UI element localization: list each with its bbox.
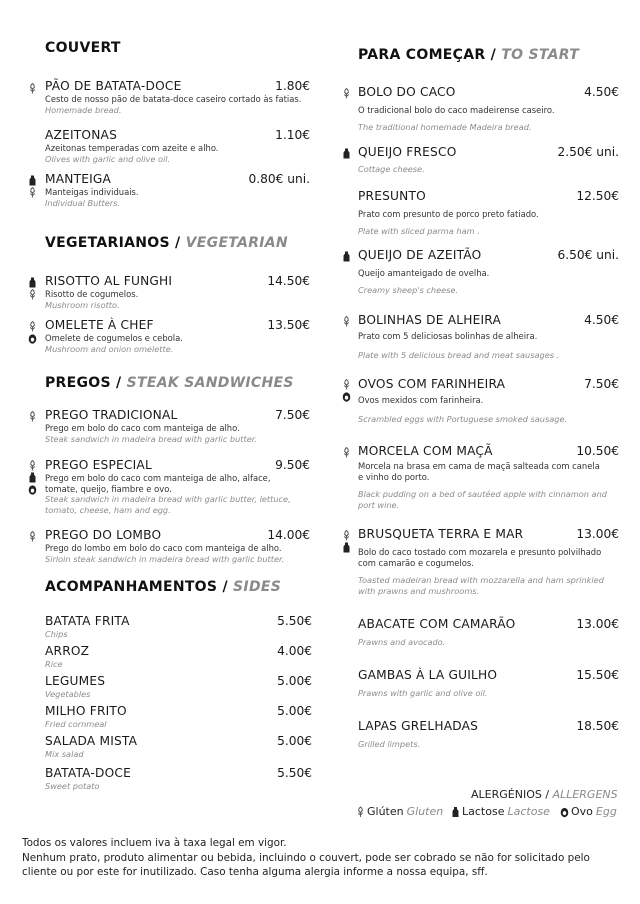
menu-item — [45, 79, 310, 115]
item-description-en: Steak sandwich in madeira bread with garlic butter. — [45, 433, 257, 444]
item-price: 9.50€ — [275, 458, 310, 472]
item-description-en: Grilled limpets. — [358, 739, 421, 749]
item-description-en: Vegetables — [45, 689, 91, 699]
lactose-icon — [342, 542, 351, 553]
allergen-icons — [342, 530, 352, 554]
item-name: BATATA-DOCE — [45, 766, 131, 780]
gluten-icon — [342, 379, 351, 390]
allergen-icons — [28, 175, 38, 199]
item-description-en: Black pudding on a bed of sautéed apple with cinnamon and — [358, 489, 607, 499]
item-description: tomate, queijo, fiambre e ovo. — [45, 483, 172, 494]
item-description: Queijo amanteigado de ovelha. — [358, 268, 490, 278]
item-name: BOLINHAS DE ALHEIRA — [358, 313, 502, 327]
item-price: 2.50€ uni. — [557, 145, 619, 159]
item-description-en: Prawns with garlic and olive oil. — [358, 688, 488, 698]
lactose-icon — [342, 251, 351, 262]
item-description-en: Scrambled eggs with Portuguese smoked sausage. — [358, 413, 568, 424]
egg-icon — [28, 484, 37, 495]
lactose-icon — [28, 472, 37, 483]
item-name: OVOS COM FARINHEIRA — [358, 377, 506, 391]
item-name: LAPAS GRELHADAS — [358, 719, 479, 733]
menu-item — [358, 377, 619, 424]
allergen-icons — [28, 460, 38, 496]
allergens-title: ALERGÉNIOS / ALLERGENS — [471, 788, 618, 801]
item-description-en: Sirloin steak sandwich in madeira bread with garlic butter. — [45, 553, 285, 564]
menu-item — [358, 145, 619, 175]
item-description-en: tomato, cheese, ham and egg. — [45, 504, 171, 515]
item-description: Cesto de nosso pão de batata-doce caseiro cortado às fatias. — [45, 94, 302, 104]
item-description-en: Chips — [45, 629, 68, 639]
lactose-icon — [28, 175, 37, 186]
gluten-icon — [28, 83, 37, 94]
item-price: 4.50€ — [584, 313, 619, 327]
item-price: 12.50€ — [576, 189, 619, 203]
item-description-en: Cottage cheese. — [358, 164, 425, 174]
menu-item — [45, 172, 310, 208]
item-description-en: Sweet potato — [45, 781, 100, 791]
egg-icon — [342, 391, 351, 402]
menu-item — [45, 644, 312, 670]
allergen-icons — [28, 321, 38, 345]
item-price: 13.00€ — [576, 617, 619, 631]
item-description-en: Fried cornmeal — [45, 719, 107, 729]
menu-item — [358, 668, 619, 699]
item-price: 10.50€ — [576, 444, 619, 458]
menu-item — [45, 408, 310, 444]
item-description-en: Homemade bread. — [45, 104, 122, 115]
gluten-icon — [28, 460, 37, 471]
item-description-en: Mushroom and onion omelette. — [45, 343, 174, 354]
item-name: GAMBAS À LA GUILHO — [358, 668, 498, 682]
menu-item — [45, 704, 312, 730]
section-title-to-start: PARA COMEÇAR / TO START — [358, 47, 580, 63]
item-name: SALADA MISTA — [45, 734, 138, 748]
allergen-label-en: Egg — [595, 805, 617, 818]
item-description-en: Plate with 5 delicious bread and meat sausages . — [358, 349, 560, 360]
item-price: 4.50€ — [584, 85, 619, 99]
section-title-vegetarian: VEGETARIANOS / VEGETARIAN — [45, 235, 288, 251]
item-name: BATATA FRITA — [45, 614, 130, 628]
item-name: PREGO TRADICIONAL — [45, 408, 178, 422]
item-description-en: Plate with sliced parma ham . — [358, 225, 480, 236]
item-price: 5.00€ — [277, 734, 312, 748]
item-name: QUEIJO DE AZEITÃO — [358, 248, 482, 262]
item-description-en: Prawns and avocado. — [358, 637, 446, 647]
lactose-icon — [28, 277, 37, 288]
item-description: Bolo do caco tostado com mozarela e presunto polvilhado — [358, 547, 602, 557]
gluten-icon — [28, 187, 37, 198]
section-title-pregos: PREGOS / STEAK SANDWICHES — [45, 375, 294, 391]
menu-item — [358, 719, 619, 750]
menu-item — [358, 189, 619, 236]
item-description: Prego em bolo do caco com manteiga de alho, alface, — [45, 473, 271, 483]
allergen-label: Glúten — [367, 805, 404, 818]
item-description-en: Steak sandwich in madeira bread with garlic butter, lettuce, — [45, 494, 291, 504]
item-name: MORCELA COM MAÇÃ — [358, 444, 493, 458]
allergen-legend-egg — [560, 805, 617, 818]
item-description: Prato com 5 deliciosas bolinhas de alheira. — [358, 331, 538, 341]
menu-item — [45, 674, 312, 700]
egg-icon — [28, 333, 37, 344]
menu-item — [358, 248, 619, 295]
item-description-en: Olives with garlic and olive oil. — [45, 153, 171, 164]
allergen-icons — [342, 316, 352, 328]
allergen-icons — [28, 411, 38, 423]
menu-item — [45, 734, 312, 760]
menu-item — [45, 766, 312, 792]
item-price: 14.50€ — [267, 274, 310, 288]
item-price: 1.10€ — [275, 128, 310, 142]
item-name: ARROZ — [45, 644, 90, 658]
footer-line: Todos os valores incluem iva à taxa legal em vigor. — [22, 837, 287, 849]
item-description: Ovos mexidos com farinheira. — [358, 395, 484, 405]
item-price: 18.50€ — [576, 719, 619, 733]
allergen-icons — [28, 277, 38, 301]
item-name: PRESUNTO — [358, 189, 426, 203]
item-price: 4.00€ — [277, 644, 312, 658]
allergen-legend-lactose — [451, 805, 550, 818]
item-price: 7.50€ — [584, 377, 619, 391]
item-description-en: Mushroom risotto. — [45, 299, 120, 310]
menu-item — [45, 128, 310, 164]
item-name: RISOTTO AL FUNGHI — [45, 274, 173, 288]
allergen-label: Ovo — [571, 805, 593, 818]
gluten-icon — [28, 289, 37, 300]
item-description-en: Toasted madeiran bread with mozzarella and ham sprinkled — [358, 575, 604, 585]
allergen-icons — [342, 251, 352, 263]
menu-item — [45, 528, 310, 564]
item-description: com camarão e cogumelos. — [358, 557, 474, 568]
allergen-legend-gluten — [356, 805, 443, 818]
item-description-en: The traditional homemade Madeira bread. — [358, 121, 532, 132]
item-price: 1.80€ — [275, 79, 310, 93]
menu-item — [358, 85, 619, 132]
allergen-icons — [342, 447, 352, 459]
allergen-icons — [28, 83, 38, 95]
item-description: e vinho do porto. — [358, 471, 430, 482]
item-name: PREGO DO LOMBO — [45, 528, 162, 542]
allergen-icons — [342, 88, 352, 100]
menu-item — [358, 444, 619, 510]
item-price: 7.50€ — [275, 408, 310, 422]
egg-icon — [560, 806, 569, 818]
menu-item — [45, 458, 310, 515]
section-title-sides: ACOMPANHAMENTOS / SIDES — [45, 579, 282, 595]
item-name: ABACATE COM CAMARÃO — [358, 617, 516, 631]
lactose-icon — [342, 148, 351, 159]
footer-notes — [22, 836, 622, 880]
item-description: Azeitonas temperadas com azeite e alho. — [45, 143, 219, 153]
item-price: 13.50€ — [267, 318, 310, 332]
item-price: 14.00€ — [267, 528, 310, 542]
menu-item — [45, 318, 310, 354]
footer-line: cliente ou por este for inutilizado. Caso tenha alguma alergia informe a nossa equipa, sff. — [22, 866, 488, 878]
item-name: LEGUMES — [45, 674, 106, 688]
item-name: PÃO DE BATATA-DOCE — [45, 79, 182, 93]
item-price: 5.00€ — [277, 674, 312, 688]
item-description-en: port wine. — [358, 499, 400, 510]
menu-item — [358, 313, 619, 360]
allergen-icons — [28, 531, 38, 543]
menu-item — [45, 274, 310, 310]
lactose-icon — [451, 806, 460, 818]
item-name: MILHO FRITO — [45, 704, 127, 718]
gluten-icon — [28, 321, 37, 332]
gluten-icon — [28, 531, 37, 542]
menu-item — [358, 527, 619, 596]
item-price: 15.50€ — [576, 668, 619, 682]
item-name: BRUSQUETA TERRA E MAR — [358, 527, 524, 541]
item-description: Prato com presunto de porco preto fatiado. — [358, 209, 539, 219]
item-price: 5.50€ — [277, 766, 312, 780]
item-name: MANTEIGA — [45, 172, 112, 186]
gluten-icon — [342, 447, 351, 458]
gluten-icon — [342, 530, 351, 541]
item-price: 6.50€ uni. — [557, 248, 619, 262]
allergen-icons — [342, 379, 352, 403]
item-description: Morcela na brasa em cama de maçã salteada com canela — [358, 461, 600, 471]
item-name: OMELETE À CHEF — [45, 318, 154, 332]
gluten-icon — [28, 411, 37, 422]
allergen-label-en: Gluten — [406, 805, 444, 818]
item-price: 5.50€ — [277, 614, 312, 628]
item-price: 5.00€ — [277, 704, 312, 718]
item-name: AZEITONAS — [45, 128, 118, 142]
gluten-icon — [356, 806, 365, 818]
item-description: O tradicional bolo do caco madeirense caseiro. — [358, 105, 555, 115]
gluten-icon — [342, 88, 351, 99]
menu-item — [45, 614, 312, 640]
item-name: BOLO DO CACO — [358, 85, 456, 99]
item-description: Omelete de cogumelos e cebola. — [45, 333, 183, 343]
item-description-en: Rice — [45, 659, 63, 669]
item-price: 13.00€ — [576, 527, 619, 541]
allergen-label-en: Lactose — [507, 805, 550, 818]
menu-item — [358, 617, 619, 648]
item-name: PREGO ESPECIAL — [45, 458, 152, 472]
item-description-en: Individual Butters. — [45, 197, 120, 208]
allergen-icons — [342, 148, 352, 160]
section-title-couvert: COUVERT — [45, 40, 121, 56]
allergen-label: Lactose — [462, 805, 505, 818]
gluten-icon — [342, 316, 351, 327]
item-description: Prego do lombo em bolo do caco com manteiga de alho. — [45, 543, 282, 553]
item-description: Manteigas individuais. — [45, 187, 139, 197]
item-price: 0.80€ uni. — [248, 172, 310, 186]
item-description: Risotto de cogumelos. — [45, 289, 139, 299]
item-description-en: Creamy sheep's cheese. — [358, 284, 459, 295]
item-name: QUEIJO FRESCO — [358, 145, 457, 159]
item-description-en: Mix salad — [45, 749, 84, 759]
item-description-en: with prawns and mushrooms. — [358, 585, 480, 596]
item-description: Prego em bolo do caco com manteiga de alho. — [45, 423, 240, 433]
footer-line: Nenhum prato, produto alimentar ou bebida, incluindo o couvert, pode ser cobrado se não for solicitado pelo — [22, 851, 590, 864]
